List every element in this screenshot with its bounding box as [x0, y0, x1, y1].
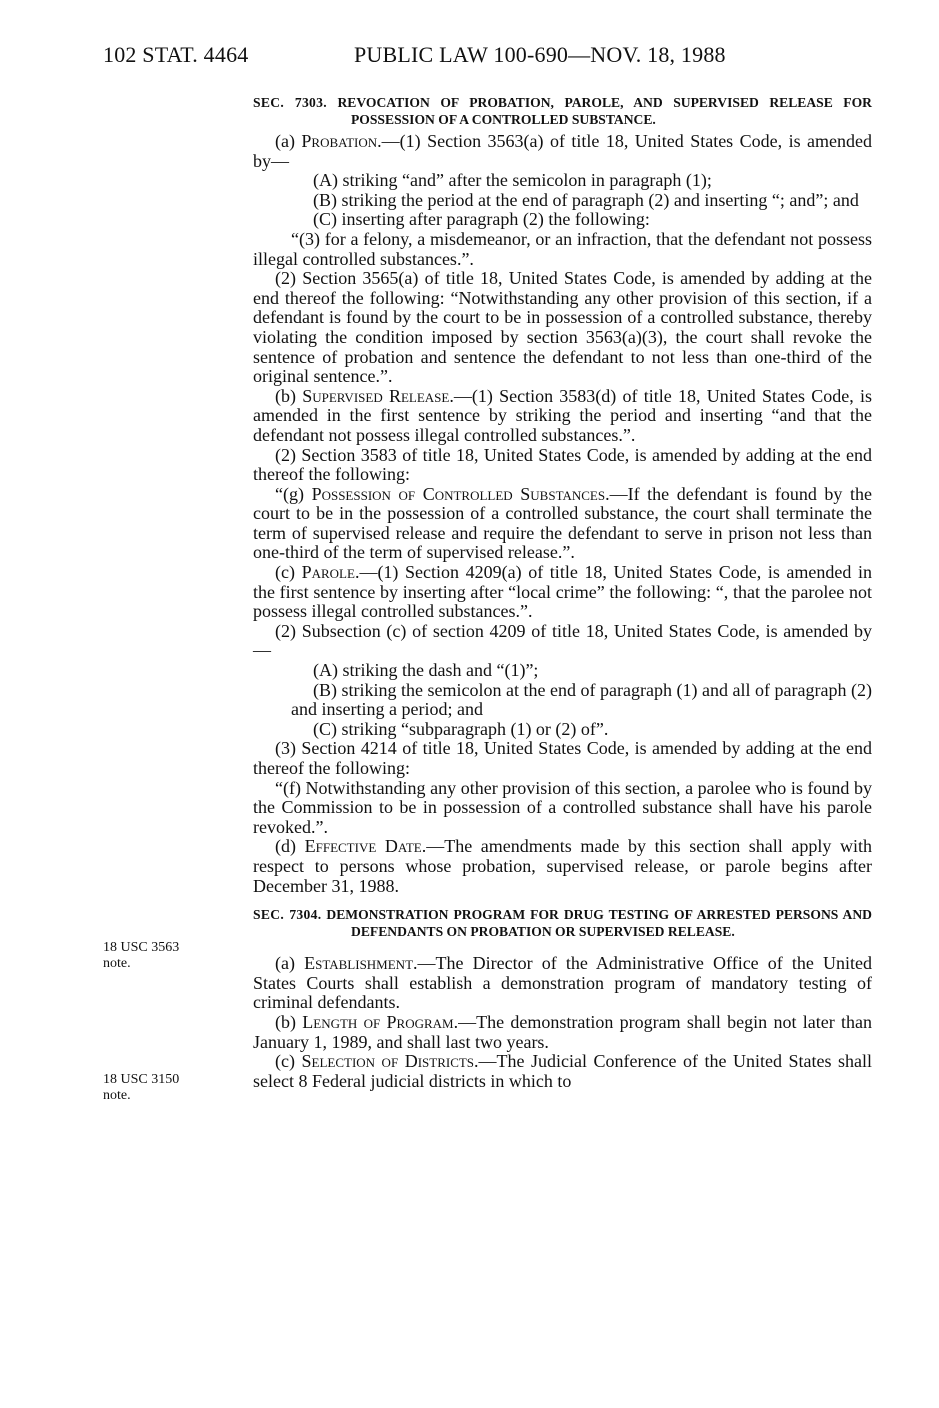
subsection-7304-c: (c) Selection of Districts.—The Judicial Conference of the United States shall select 8 Federal judicial districts in which to — [253, 1051, 873, 1091]
clause-a-C: (C) inserting after paragraph (2) the following: — [313, 209, 650, 230]
subsection-c3: (3) Section 4214 of title 18, United States Code, is amended by adding at the end thereof the following: — [253, 738, 872, 778]
subsection-d: (d) Effective Date.—The amendments made by this section shall apply with respect to persons whose probation, supervised release, or parole begins after December 31, 1988. — [253, 836, 873, 896]
quoted-text-f: “(f) Notwithstanding any other provision of this section, a parolee who is found by the Commission to be in possession of a controlled substance shall have his parole revoked.”. — [253, 777, 872, 837]
body-text — [253, 94, 872, 1091]
subsection-b: (b) Supervised Release.—(1) Section 3583(d) of title 18, United States Code, is amended in the first sentence by striking the period and inserting “and that the defendant not possess illegal controlled substances.”. — [253, 385, 872, 445]
margin-note-usc-3563: 18 USC 3563 note. — [103, 940, 180, 971]
running-head: PUBLIC LAW 100-690—NOV. 18, 1988 — [354, 42, 726, 67]
clause-a-A: (A) striking “and” after the semicolon in paragraph (1); — [313, 170, 712, 191]
section-gap — [253, 896, 872, 906]
quoted-text-g: “(g) Possession of Controlled Substances.—If the defendant is found by the court to be in the possession of a controlled substance, the court shall terminate the term of supervised release and require the defendant to serve in prison not less than one-third of the term of supervised release.”. — [253, 483, 872, 563]
subsection-b2: (2) Section 3583 of title 18, United States Code, is amended by adding at the end thereof the following: — [253, 444, 872, 485]
clause-a-B: (B) striking the period at the end of paragraph (2) and inserting “; and”; and — [313, 189, 859, 210]
clause-c-C: (C) striking “subparagraph (1) or (2) of”. — [313, 718, 609, 739]
section-7304-heading: SEC. 7304. DEMONSTRATION PROGRAM FOR DRUG TESTING OF ARRESTED PERSONS AND DEFENDANTS ON PROBATION OR SUPERVISED RELEASE. — [253, 907, 872, 940]
margin-note-usc-3150: 18 USC 3150 note. — [103, 1072, 180, 1103]
clause-c-A: (A) striking the dash and “(1)”; — [313, 660, 539, 681]
section-7303-heading: SEC. 7303. REVOCATION OF PROBATION, PAROLE, AND SUPERVISED RELEASE FOR POSSESSION OF A CONTROLLED SUBSTANCE. — [253, 95, 872, 127]
subsection-7304-a: (a) Establishment.—The Director of the Administrative Office of the United States Courts shall establish a demonstration program of mandatory testing of criminal defendants. — [253, 953, 873, 1013]
subsection-a2: (2) Section 3565(a) of title 18, United States Code, is amended by adding at the end thereof the following: “Notwithstanding any other provision of this section, if a defendant is found by the court to be in possession of a controlled substance, thereby violating the condition imposed by section 3563(a)(3), the court shall revoke the sentence of probation and sentence the defendant to not less than one-third of the original sentence.”. — [253, 268, 872, 387]
clause-c-B: (B) striking the semicolon at the end of paragraph (1) and all of paragraph (2) and inserting a period; and — [291, 679, 872, 720]
subsection-a: (a) Probation.—(1) Section 3563(a) of title 18, United States Code, is amended by— — [253, 131, 872, 171]
subsection-c: (c) Parole.—(1) Section 4209(a) of title 18, United States Code, is amended in the first sentence by inserting after “local crime” the following: “, that the parolee not possess illegal controlled substances.”. — [253, 562, 872, 622]
page-citation: 102 STAT. 4464 — [103, 42, 249, 67]
subsection-c2: (2) Subsection (c) of section 4209 of title 18, United States Code, is amended by— — [253, 620, 872, 661]
subsection-7304-b: (b) Length of Program.—The demonstration program shall begin not later than January 1, 1989, and shall last two years. — [253, 1011, 872, 1052]
quoted-text-a3: “(3) for a felony, a misdemeanor, or an infraction, that the defendant not possess illegal controlled substances.”. — [253, 228, 872, 269]
